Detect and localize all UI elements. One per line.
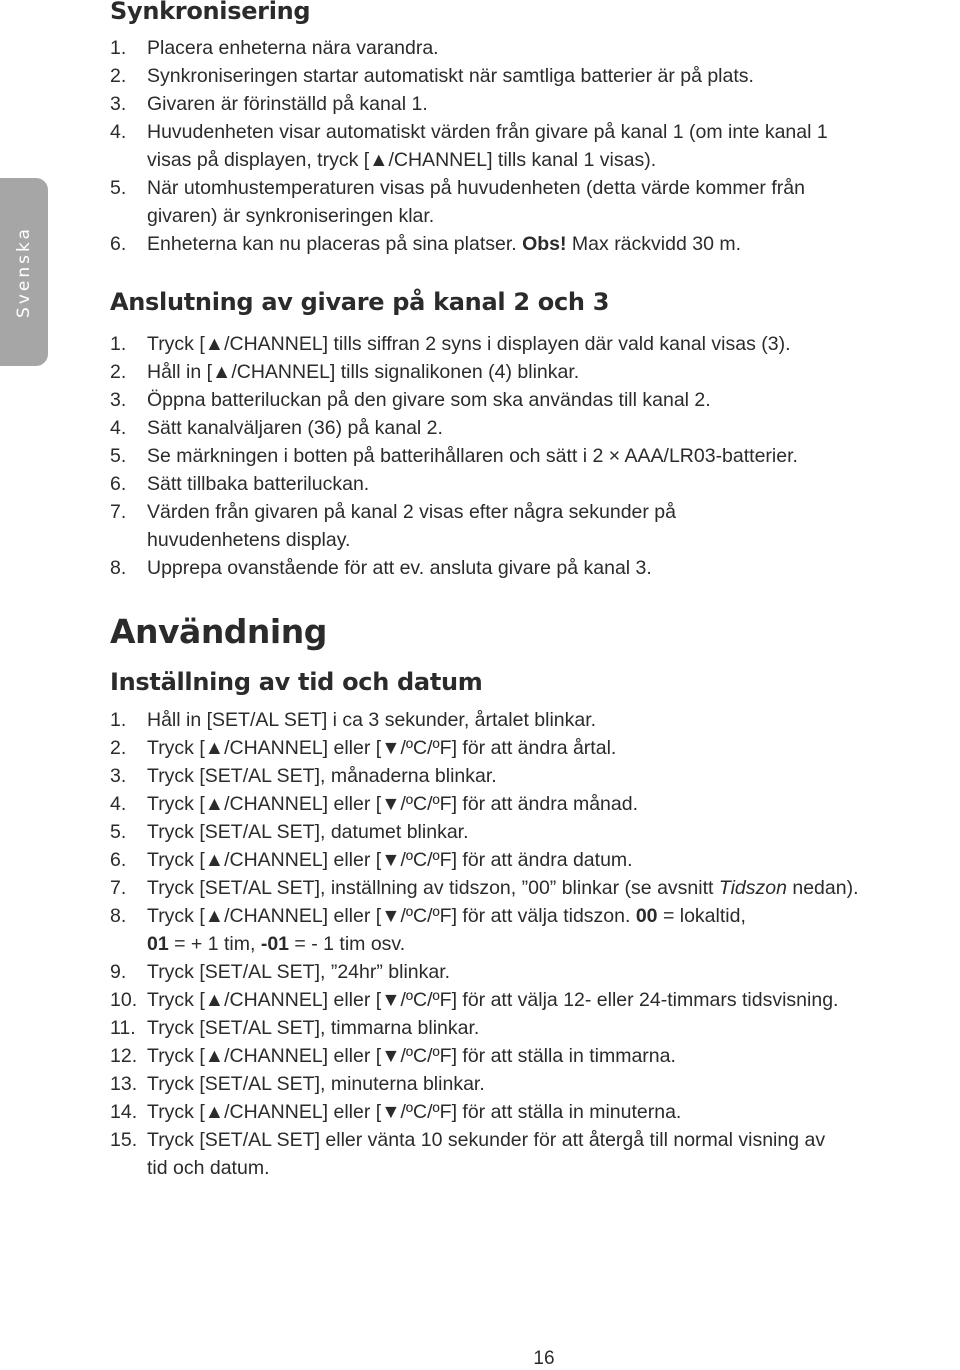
step-item <box>110 62 960 90</box>
step-text: Tryck [▲/CHANNEL] eller [▼/ºC/ºF] för att välja tidszon. <box>147 905 636 927</box>
step-text: givaren) är synkroniseringen klar. <box>147 205 435 227</box>
step-text: Tryck [▲/CHANNEL] eller [▼/ºC/ºF] för att välja 12- eller 24-timmars tidsvisning. <box>147 989 839 1011</box>
step-number: 5. <box>110 821 127 843</box>
step-text: Sätt tillbaka batteriluckan. <box>147 473 370 495</box>
step-text: Tryck [SET/AL SET] eller vänta 10 sekunder för att återgå till normal visning av <box>147 1129 826 1151</box>
step-item <box>110 874 960 902</box>
step-item <box>110 470 960 498</box>
step-number: 3. <box>110 93 127 115</box>
step-item <box>110 414 960 442</box>
section-title-usage: Användning <box>110 612 327 651</box>
step-text: Tryck [▲/CHANNEL] eller [▼/ºC/ºF] för att ändra datum. <box>147 849 633 871</box>
step-number: 9. <box>110 961 127 983</box>
step-number: 1. <box>110 37 127 59</box>
step-number: 15. <box>110 1129 138 1151</box>
step-text: Tryck [▲/CHANNEL] tills siffran 2 syns i displayen där vald kanal visas (3). <box>147 333 791 355</box>
step-text: Tryck [SET/AL SET], ”24hr” blinkar. <box>147 961 451 983</box>
step-item <box>110 790 960 818</box>
step-number: 6. <box>110 849 127 871</box>
step-emphasis: 00 <box>635 905 658 927</box>
step-item <box>110 986 960 1014</box>
language-side-tab <box>0 178 48 366</box>
step-number: 7. <box>110 501 127 523</box>
step-emphasis: -01 <box>260 933 290 955</box>
step-item <box>110 442 960 470</box>
step-text: Givaren är förinställd på kanal 1. <box>147 93 428 115</box>
step-item <box>110 762 960 790</box>
step-text: Värden från givaren på kanal 2 visas efter några sekunder på <box>147 501 676 523</box>
step-text: Se märkningen i botten på batterihållaren och sätt i 2 × AAA/LR03-batterier. <box>147 445 798 467</box>
step-text: Tryck [▲/CHANNEL] eller [▼/ºC/ºF] för att ändra årtal. <box>147 737 617 759</box>
step-item <box>110 230 960 258</box>
step-text: När utomhustemperaturen visas på huvudenheten (detta värde kommer från <box>147 177 805 199</box>
step-text: Tryck [SET/AL SET], månaderna blinkar. <box>147 765 497 787</box>
step-emphasis: Tidszon <box>718 877 787 899</box>
step-emphasis: Obs! <box>522 233 567 255</box>
step-text: Synkroniseringen startar automatiskt när samtliga batterier är på plats. <box>147 65 754 87</box>
step-text: = - 1 tim osv. <box>289 933 406 955</box>
step-item <box>110 386 960 414</box>
step-number: 4. <box>110 793 127 815</box>
step-text: tid och datum. <box>147 1157 270 1179</box>
step-item <box>110 1126 960 1182</box>
step-item <box>110 90 960 118</box>
step-text: Håll in [▲/CHANNEL] tills signalikonen (4) blinkar. <box>147 361 580 383</box>
step-number: 11. <box>110 1017 136 1039</box>
step-text: Tryck [SET/AL SET], minuterna blinkar. <box>147 1073 485 1095</box>
step-number: 5. <box>110 445 127 467</box>
step-number: 2. <box>110 361 127 383</box>
step-text: Tryck [SET/AL SET], inställning av tidszon, ”00” blinkar (se avsnitt <box>147 877 719 899</box>
step-text: = + 1 tim, <box>168 933 261 955</box>
step-number: 4. <box>110 417 127 439</box>
step-text: = lokaltid, <box>657 905 746 927</box>
step-text: Tryck [▲/CHANNEL] eller [▼/ºC/ºF] för att ställa in minuterna. <box>147 1101 682 1123</box>
section-title-connect: Anslutning av givare på kanal 2 och 3 <box>110 288 610 316</box>
step-number: 4. <box>110 121 127 143</box>
step-text: huvudenhetens display. <box>147 529 351 551</box>
page-number: 16 <box>533 1348 555 1369</box>
step-item <box>110 330 960 358</box>
step-text: Enheterna kan nu placeras på sina platser. <box>147 233 523 255</box>
step-item <box>110 34 960 62</box>
step-text: Tryck [SET/AL SET], timmarna blinkar. <box>147 1017 480 1039</box>
time-steps <box>110 706 960 1182</box>
step-number: 1. <box>110 709 127 731</box>
step-text: visas på displayen, tryck [▲/CHANNEL] tills kanal 1 visas). <box>147 149 657 171</box>
step-item <box>110 1070 960 1098</box>
step-item <box>110 554 960 582</box>
connect-steps <box>110 330 960 582</box>
section-title-time: Inställning av tid och datum <box>110 668 483 696</box>
sync-steps <box>110 34 960 258</box>
step-item <box>110 1042 960 1070</box>
step-number: 13. <box>110 1073 138 1095</box>
step-number: 5. <box>110 177 127 199</box>
step-text: Håll in [SET/AL SET] i ca 3 sekunder, årtalet blinkar. <box>147 709 597 731</box>
step-number: 3. <box>110 765 127 787</box>
step-item <box>110 1098 960 1126</box>
step-number: 6. <box>110 233 127 255</box>
step-number: 3. <box>110 389 127 411</box>
step-number: 8. <box>110 557 127 579</box>
step-number: 2. <box>110 737 127 759</box>
step-item <box>110 846 960 874</box>
step-item <box>110 358 960 386</box>
step-text: Placera enheterna nära varandra. <box>147 37 439 59</box>
step-item <box>110 1014 960 1042</box>
step-text: Tryck [SET/AL SET], datumet blinkar. <box>147 821 469 843</box>
step-item <box>110 706 960 734</box>
step-text: Tryck [▲/CHANNEL] eller [▼/ºC/ºF] för att ställa in timmarna. <box>147 1045 676 1067</box>
step-text: Sätt kanalväljaren (36) på kanal 2. <box>147 417 443 439</box>
step-text: Max räckvidd 30 m. <box>566 233 741 255</box>
step-text: Upprepa ovanstående för att ev. ansluta givare på kanal 3. <box>147 557 652 579</box>
language-label: Svenska <box>14 226 34 318</box>
step-number: 8. <box>110 905 127 927</box>
step-item <box>110 734 960 762</box>
step-number: 6. <box>110 473 127 495</box>
step-text: Öppna batteriluckan på den givare som ska användas till kanal 2. <box>147 389 711 411</box>
step-number: 12. <box>110 1045 138 1067</box>
step-emphasis: 01 <box>147 933 169 955</box>
step-text: Huvudenheten visar automatiskt värden från givare på kanal 1 (om inte kanal 1 <box>147 121 828 143</box>
section-title-sync: Synkronisering <box>110 0 311 25</box>
step-number: 1. <box>110 333 127 355</box>
step-number: 2. <box>110 65 127 87</box>
step-text: Tryck [▲/CHANNEL] eller [▼/ºC/ºF] för att ändra månad. <box>147 793 639 815</box>
step-number: 14. <box>110 1101 138 1123</box>
step-item <box>110 958 960 986</box>
step-item <box>110 818 960 846</box>
step-text: nedan). <box>786 877 859 899</box>
step-number: 10. <box>110 989 138 1011</box>
step-item <box>110 118 960 174</box>
step-item <box>110 498 960 554</box>
step-item <box>110 902 960 958</box>
step-item <box>110 174 960 230</box>
step-number: 7. <box>110 877 127 899</box>
